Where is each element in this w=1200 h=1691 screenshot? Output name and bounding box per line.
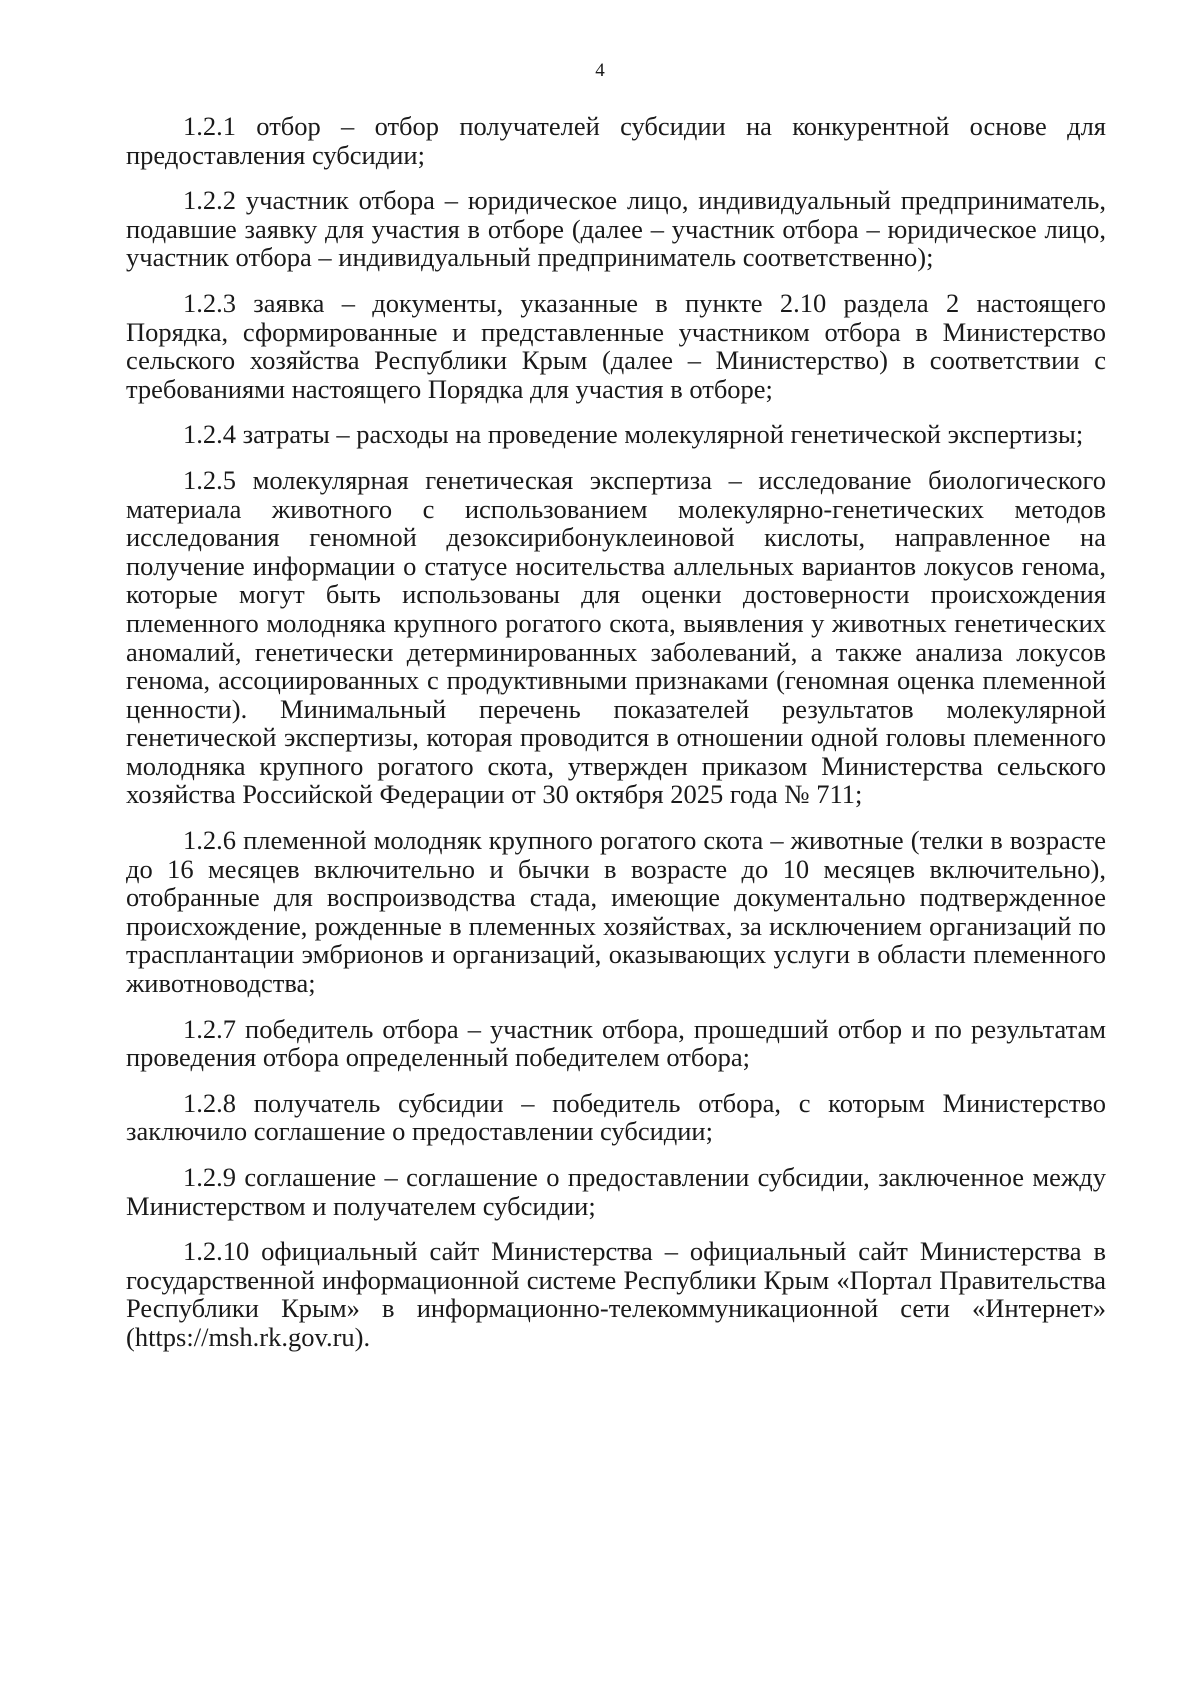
paragraph-1-2-1: 1.2.1 отбор – отбор получателей субсидии на конкурентной основе для предоставления субсидии; [126,111,1106,170]
paragraph-1-2-6: 1.2.6 племенной молодняк крупного рогатого скота – животные (телки в возрасте до 16 месяцев включительно и бычки в возрасте до 10 месяцев включительно), отобранные для воспроизводства стада, имеющие документально подтвержденное происхождение, рожденные в племенных хозяйствах, за исключением организаций по трасплантации эмбрионов и организаций, оказывающих услуги в области племенного животноводства; [126,825,1106,999]
paragraph-1-2-5: 1.2.5 молекулярная генетическая экспертиза – исследование биологического материала животного с использованием молекулярно-генетических методов исследования геномной дезоксирибонуклеиновой кислоты, направленное на получение информации о статусе носительства аллельных вариантов локусов генома, которые могут быть использованы для оценки достоверности происхождения племенного молодняка крупного рогатого скота, выявления у животных генетических аномалий, генетически детерминированных заболеваний, а также анализа локусов генома, ассоциированных с продуктивными признаками (геномная оценка племенной ценности). Минимальный перечень показателей результатов молекулярной генетической экспертизы, которая проводится в отношении одной головы племенного молодняка крупного рогатого скота, утвержден приказом Министерства сельского хозяйства Российской Федерации от 30 октября 2025 года № 711; [126,464,1106,810]
paragraph-1-2-2: 1.2.2 участник отбора – юридическое лицо, индивидуальный предприниматель, подавшие заявку для участия в отборе (далее – участник отбора – юридическое лицо, участник отбора – индивидуальный предприниматель соответственно); [126,185,1106,273]
paragraph-1-2-3: 1.2.3 заявка – документы, указанные в пункте 2.10 раздела 2 настоящего Порядка, сформированные и представленные участником отбора в Министерство сельского хозяйства Республики Крым (далее – Министерство) в соответствии с требованиями настоящего Порядка для участия в отборе; [126,287,1106,404]
paragraph-1-2-4: 1.2.4 затраты – расходы на проведение молекулярной генетической экспертизы; [183,419,1084,450]
paragraph-1-2-8: 1.2.8 получатель субсидии – победитель отбора, с которым Министерство заключило соглашение о предоставлении субсидии; [126,1087,1106,1147]
paragraph-1-2-9: 1.2.9 соглашение – соглашение о предоставлении субсидии, заключенное между Министерством и получателем субсидии; [126,1162,1106,1221]
paragraph-1-2-7: 1.2.7 победитель отбора – участник отбора, прошедший отбор и по результатам проведения отбора определенный победителем отбора; [126,1013,1106,1073]
document-body [126,112,1106,1369]
paragraph-1-2-10: 1.2.10 официальный сайт Министерства – официальный сайт Министерства в государственной информационной системе Республики Крым «Портал Правительства Республики Крым» в информационно-телекоммуникационной сети «Интернет» (https://msh.rk.gov.ru). [126,1236,1106,1352]
page-number: 4 [595,60,605,81]
